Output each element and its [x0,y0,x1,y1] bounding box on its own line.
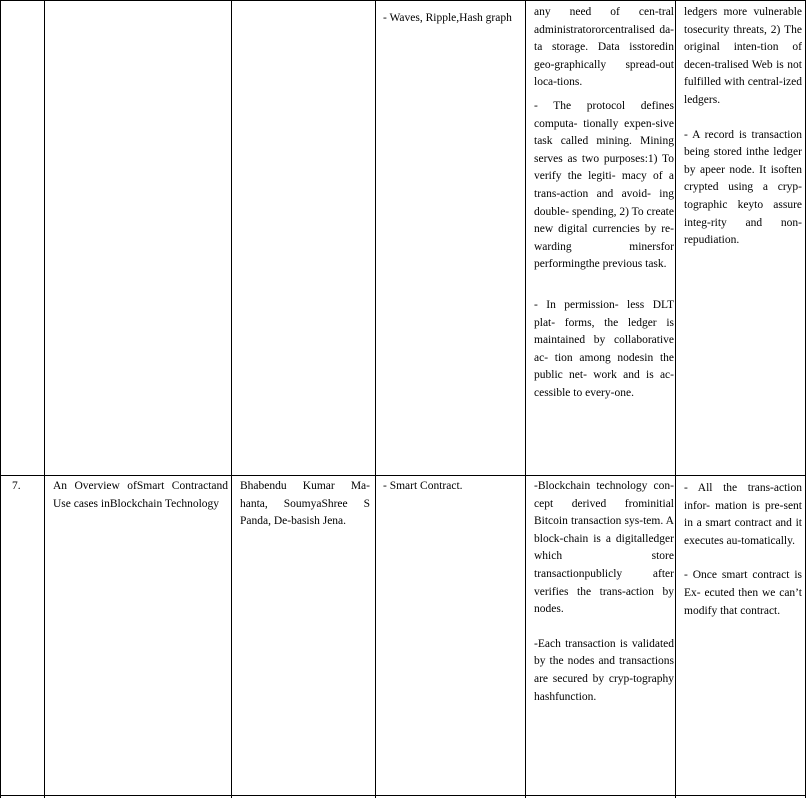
row2-serial-cell [12,478,42,496]
row2-authors-cell [240,478,370,531]
row2-authors: Bhabendu Kumar Ma-hanta, SoumyaShree S Panda, De-basish Jena. [240,480,370,528]
row1-technology: - Waves, Ripple,Hash graph [383,12,512,24]
row1-operation-para-2: - The protocol defines computa- tionally expen-sive task called mining. Mining serves as two purposes:1) To verify the legiti- macy of a trans-action and avoid- ing double- spending, 2) To create new digital currencies by re- warding minersfor performingthe previous task. [534,99,674,271]
row2-remarks-para-2: - Once smart contract is Ex- ecuted then we can’t modify that contract. [684,569,802,617]
row2-paper-title: An Overview ofSmart Contractand Use cases inBlockchain Technology [53,480,228,510]
row2-remarks-para-1: - All the trans-action infor- mation is pre-sent in a smart contract and it executes au-tomatically. [684,482,802,547]
table-border-top [0,0,806,1]
row2-title-cell [53,478,228,513]
row1-remarks-para-1: ledgers more vulnerable tosecurity threats, 2) The original inten-tion of decen-tralised Web is not fulfilled with central-ized ledgers. [684,6,802,106]
row1-operation-para-1: any need of cen-tral administratororcentralised da-ta storage. Data isstoredin geo-graphically spread-out loca-tions. [534,6,674,89]
row1-remarks-cell [684,4,802,250]
row1-remarks-para-2: - A record is transaction being stored inthe ledger by apeer node. It isoften crypted using a cryp-tographic keyto assure integ-rity and non-repudiation. [684,128,802,247]
row2-remarks-cell [684,480,802,620]
table-border-right [805,0,806,798]
column-rule [525,0,526,798]
row2-operation-para-1: -Blockchain technology con-cept derived frominitial Bitcoin transaction sys-tem. A block-chain is a digitalledger which store transactionpublicly after verifies the trans-action by nodes. [534,480,674,616]
row2-serial-number: 7. [12,480,21,492]
row2-operation-cell [534,478,674,706]
row2-technology-cell [383,478,521,496]
column-rule [675,0,676,798]
row-rule [0,795,806,796]
table-border-left [0,0,1,798]
row1-technology-cell [383,10,521,28]
column-rule [44,0,45,798]
row2-technology: - Smart Contract. [383,480,463,492]
row1-operation-cell [534,4,674,402]
row1-operation-para-3: - In permission- less DLT plat- forms, the ledger is maintained by collaborative ac- tion among nodesin the public net- work and is ac-cessible to every-one. [534,298,674,399]
row2-operation-para-2: -Each transaction is validated by the nodes and transactions are secured by cryp-tography hashfunction. [534,637,674,703]
row-rule [0,475,806,476]
column-rule [231,0,232,798]
column-rule [375,0,376,798]
